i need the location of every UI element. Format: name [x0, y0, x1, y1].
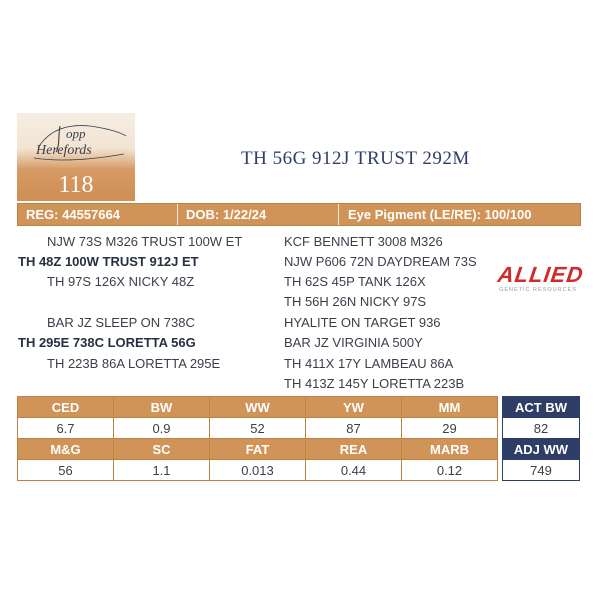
- epd-header: CED: [18, 397, 114, 418]
- pedigree-sire-dam: TH 97S 126X NICKY 48Z: [47, 274, 195, 289]
- date-of-birth: DOB: 1/22/24: [186, 207, 267, 222]
- epd-value: 52: [210, 418, 306, 439]
- pedigree-dam-sire: BAR JZ SLEEP ON 738C: [47, 315, 195, 330]
- epd-header: M&G: [18, 439, 114, 460]
- epd-header: REA: [306, 439, 402, 460]
- pedigree-ancestor: HYALITE ON TARGET 936: [284, 315, 441, 330]
- epd-value: 56: [18, 460, 114, 481]
- epd-value-row: [18, 418, 498, 439]
- info-bar: [17, 203, 581, 226]
- jopp-herefords-logo: [30, 118, 130, 166]
- pedigree-ancestor: TH 56H 26N NICKY 97S: [284, 294, 427, 309]
- epd-header: BW: [114, 397, 210, 418]
- pedigree-dam-dam: TH 223B 86A LORETTA 295E: [47, 356, 221, 371]
- epd-header-row: [18, 397, 498, 418]
- epd-value: 0.12: [402, 460, 498, 481]
- allied-logo-subtitle: GENETIC RESOURCES: [499, 287, 577, 293]
- epd-value: 0.013: [210, 460, 306, 481]
- epd-header: WW: [210, 397, 306, 418]
- pedigree-ancestor: TH 411X 17Y LAMBEAU 86A: [284, 356, 454, 371]
- adj-ww-label: ADJ WW: [503, 439, 580, 460]
- svg-text:Herefords: Herefords: [36, 143, 92, 158]
- epd-value: 0.44: [306, 460, 402, 481]
- animal-name: TH 56G 912J TRUST 292M: [241, 148, 470, 169]
- act-bw-value: 82: [503, 418, 580, 439]
- epd-value: 0.9: [114, 418, 210, 439]
- pedigree-sire-sire: NJW 73S M326 TRUST 100W ET: [47, 234, 243, 249]
- pedigree-ancestor: NJW P606 72N DAYDREAM 73S: [284, 254, 477, 269]
- epd-value: 1.1: [114, 460, 210, 481]
- epd-header: MARB: [402, 439, 498, 460]
- pedigree-sire: TH 48Z 100W TRUST 912J ET: [18, 254, 199, 269]
- adj-ww-value: 749: [503, 460, 580, 481]
- info-divider: [338, 204, 339, 225]
- lot-number: 118: [58, 172, 94, 198]
- epd-header: FAT: [210, 439, 306, 460]
- pedigree-dam: TH 295E 738C LORETTA 56G: [18, 335, 196, 350]
- epd-header: SC: [114, 439, 210, 460]
- allied-logo: [496, 262, 586, 298]
- epd-header: YW: [306, 397, 402, 418]
- epd-table: [17, 396, 498, 481]
- registration-number: REG: 44557664: [26, 207, 120, 222]
- epd-header-row: [18, 439, 498, 460]
- act-bw-label: ACT BW: [503, 397, 580, 418]
- epd-value: 29: [402, 418, 498, 439]
- epd-header: MM: [402, 397, 498, 418]
- pedigree-ancestor: KCF BENNETT 3008 M326: [284, 234, 443, 249]
- eye-pigment: Eye Pigment (LE/RE): 100/100: [348, 207, 532, 222]
- epd-value: 6.7: [18, 418, 114, 439]
- info-divider: [177, 204, 178, 225]
- pedigree-ancestor: TH 62S 45P TANK 126X: [284, 274, 426, 289]
- svg-text:opp: opp: [66, 126, 86, 141]
- actual-weights-table: [502, 396, 580, 481]
- pedigree-ancestor: TH 413Z 145Y LORETTA 223B: [284, 376, 465, 391]
- pedigree-ancestor: BAR JZ VIRGINIA 500Y: [284, 335, 423, 350]
- epd-value: 87: [306, 418, 402, 439]
- allied-logo-word: ALLIED: [496, 262, 586, 287]
- epd-value-row: [18, 460, 498, 481]
